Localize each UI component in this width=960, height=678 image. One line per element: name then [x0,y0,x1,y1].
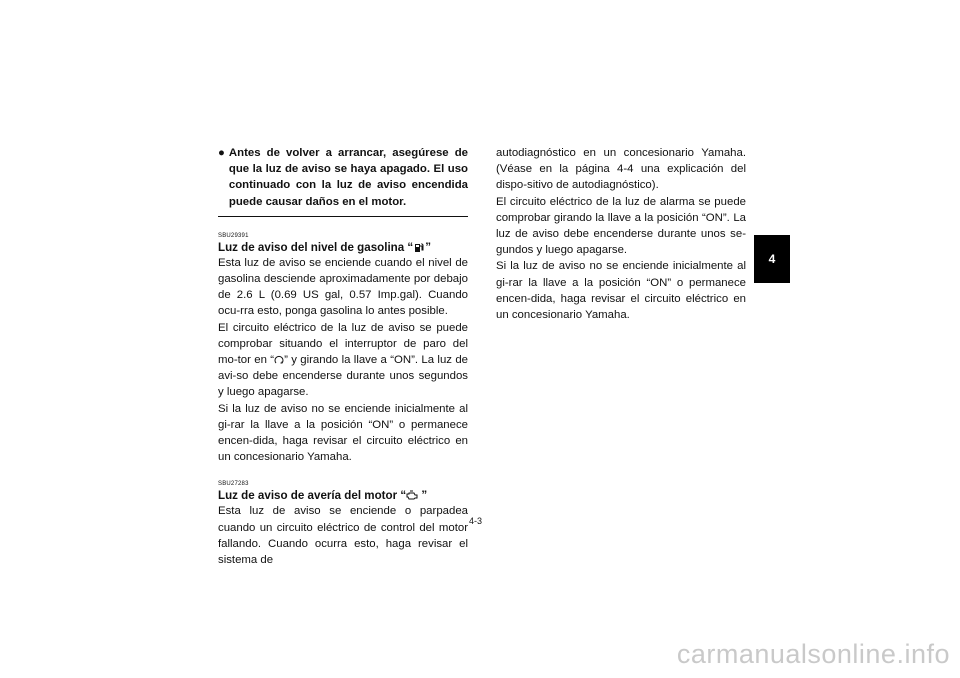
chapter-tab: 4 [754,235,790,283]
engine-icon [406,489,418,501]
paragraph: Esta luz de aviso se enciende o parpadea cuando un circuito eléctrico de control del motor fallando. Cuando ocurra esto, haga revisar el sistema de [218,505,468,567]
section-heading-engine-trouble [218,488,468,503]
paragraph [218,320,468,401]
engine-run-icon [274,354,284,364]
paragraph: Si la luz de aviso no se enciende inicialmente al gi-rar la llave a la posición “ON” o permanece encen-dida, haga revisar el circuito eléctrico en un concesionario Yamaha. [218,402,468,464]
heading-text: Luz de aviso de avería del motor “ [218,489,407,503]
section-code: SBU27283 [218,481,249,488]
fuel-pump-icon [413,241,425,253]
paragraph: El circuito eléctrico de la luz de alarma se puede comprobar girando la llave a la posición “ON”. La luz de aviso debe encenderse durante unos se-gundos y luego apagarse. [496,195,746,257]
bullet: ● [218,147,225,159]
heading-text: Luz de aviso del nivel de gasolina “ [218,240,414,254]
warning-text: Antes de volver a arrancar, asegúrese de que la luz de aviso se haya apagado. El uso continuado con la luz de aviso encendida puede causar daños en el motor. [228,147,468,208]
page-number: 4-3 [469,516,483,526]
heading-text: ” [418,489,428,503]
section-code: SBU29391 [218,232,249,239]
paragraph: Si la luz de aviso no se enciende inicialmente al gi-rar la llave a la posición “ON” o permanece encen-dida, haga revisar el circuito eléctrico en un concesionario Yamaha. [496,260,746,322]
paragraph-text: El circuito eléctrico de la luz de aviso se puede comprobar situando el interruptor de paro del mo-tor en “ [218,321,468,367]
left-column [218,145,468,568]
warning-box [218,145,468,217]
paragraph-text: ” y girando la llave a “ON”. La luz de avi-so debe encenderse durante unos segundos y luego apagarse. [218,354,468,399]
right-column [496,145,746,323]
heading-text: ” [425,240,432,254]
watermark: carmanualsonline.info [676,639,950,669]
section-heading-fuel-warning [218,240,468,255]
paragraph: autodiagnóstico en un concesionario Yamaha. (Véase en la página 4-4 una explicación del dispo-sitivo de autodiagnóstico). [496,147,746,192]
paragraph: Esta luz de aviso se enciende cuando el nivel de gasolina desciende aproximadamente por debajo de 2.6 L (0.69 US gal, 0.57 Imp.gal). Cuando ocu-rra esto, ponga gasolina lo antes posible. [218,256,468,318]
